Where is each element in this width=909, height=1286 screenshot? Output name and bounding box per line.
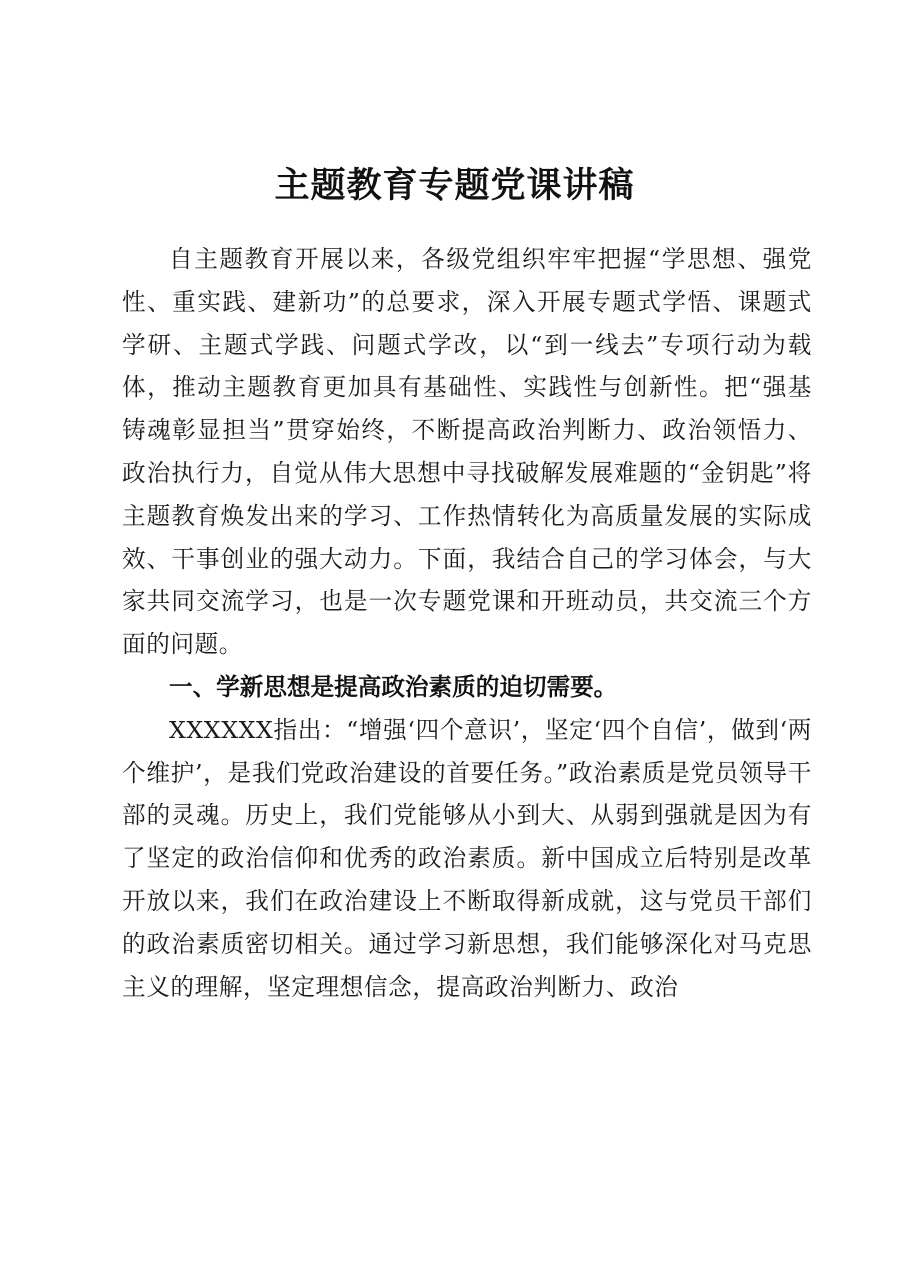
section-1-paragraph: XXXXXX指出：“增强‘四个意识’，坚定‘四个自信’，做到‘两个维护’，是我们党政治建设的首要任务。”政治素质是党员领导干部的灵魂。历史上，我们党能够从小到大、从弱到强就是因为有了坚定的政治信仰和优秀的政治素质。新中国成立后特别是改革开放以来，我们在政治建设上不断取得新成就，这与党员干部们的政治素质密切相关。通过学习新思想，我们能够深化对马克思主义的理解，坚定理想信念，提高政治判断力、政治 (122, 715, 812, 1001)
document-body (122, 238, 812, 1008)
section-1-heading: 一、学新思想是提高政治素质的迫切需要。 (169, 672, 618, 701)
intro-paragraph: 自主题教育开展以来，各级党组织牢牢把握“学思想、强党性、重实践、建新功”的总要求，深入开展专题式学悟、课题式学研、主题式学践、问题式学改，以“到一线去”专项行动为载体，推动主题教育更加具有基础性、实践性与创新性。把“强基铸魂彰显担当”贯穿始终，不断提高政治判断力、政治领悟力、政治执行力，自觉从伟大思想中寻找破解发展难题的“金钥匙”将主题教育焕发出来的学习、工作热情转化为高质量发展的实际成效、干事创业的强大动力。下面，我结合自己的学习体会，与大家共同交流学习，也是一次专题党课和开班动员，共交流三个方面的问题。 (122, 245, 812, 659)
document-title: 主题教育专题党课讲稿 (274, 165, 635, 206)
